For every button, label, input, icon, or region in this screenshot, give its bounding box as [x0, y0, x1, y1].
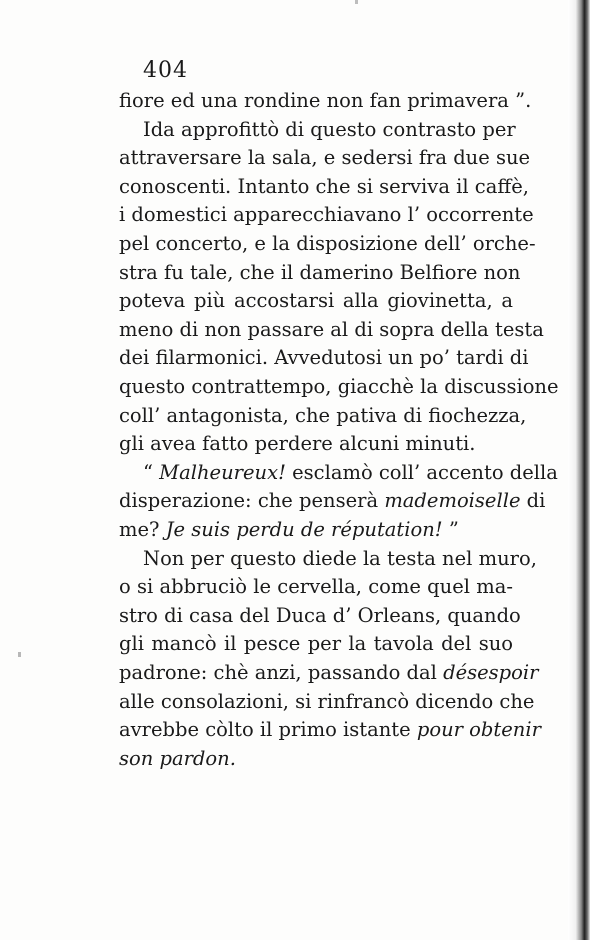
- text-segment: meno di non passare al di sopra della testa: [119, 317, 544, 341]
- text-segment: Ida approfittò di questo contrasto per: [143, 117, 516, 141]
- paper-speck: [18, 652, 21, 657]
- text-line: [119, 201, 534, 229]
- text-line: [119, 573, 513, 601]
- text-segment: coll’ antagonista, che pativa di fiochezza,: [119, 403, 527, 427]
- italic-text: Je suis perdu de réputation!: [165, 518, 443, 541]
- italic-text: mademoiselle: [384, 489, 521, 513]
- text-segment: questo contrattempo, giacchè la discussione: [119, 375, 559, 398]
- text-line: [119, 344, 529, 372]
- text-line: [143, 459, 558, 487]
- italic-text: désespoir: [443, 661, 539, 684]
- text-line: [119, 173, 529, 201]
- text-line: [119, 716, 541, 744]
- text-line: [119, 144, 531, 172]
- italic-text: Malheureux!: [159, 460, 286, 484]
- text-segment: alle consolazioni, si rinfrancò dicendo che: [119, 689, 535, 713]
- page-number: 404: [143, 58, 188, 83]
- italic-text: pour obtenir: [416, 718, 541, 742]
- text-segment: esclamò coll’ accento della: [285, 460, 558, 484]
- text-segment: o si abbruciò le cervella, come quel ma-: [119, 575, 513, 599]
- text-segment: avrebbe còlto il primo istante: [119, 718, 417, 742]
- text-line: [119, 430, 513, 458]
- text-segment: disperazione: che penserà: [119, 489, 385, 513]
- text-segment: attraversare la sala, e sedersi fra due sue: [119, 146, 531, 170]
- text-segment: poteva più accostarsi alla giovinetta, a: [119, 289, 513, 313]
- text-segment: ”: [442, 518, 459, 541]
- text-line: [119, 745, 513, 773]
- text-line: [143, 116, 516, 144]
- text-segment: pel concerto, e la disposizione dell’ orche-: [119, 232, 536, 255]
- text-segment: di: [520, 489, 546, 513]
- text-segment: conoscenti. Intanto che si serviva il caffè,: [119, 174, 529, 198]
- text-segment: stro di casa del Duca d’ Orleans, quando: [119, 603, 521, 627]
- text-line: [119, 230, 536, 258]
- paper-mark: [355, 0, 358, 4]
- text-segment: i domestici apparecchiavano l’ occorrente: [119, 203, 534, 227]
- text-segment: gli avea fatto perdere alcuni minuti.: [119, 432, 476, 456]
- text-line: [119, 287, 513, 315]
- text-line: [119, 316, 544, 344]
- text-line: [119, 402, 527, 430]
- text-line: [119, 602, 521, 630]
- text-segment: me?: [119, 518, 166, 541]
- text-segment: fiore ed una rondine non fan primavera ”.: [119, 89, 532, 112]
- text-line: [119, 487, 546, 515]
- text-segment: “: [143, 460, 160, 484]
- text-line: [119, 373, 559, 401]
- italic-text: son pardon.: [119, 746, 236, 770]
- text-line: [119, 87, 532, 115]
- text-line: [143, 545, 537, 573]
- book-spine-edge: [568, 0, 590, 940]
- text-segment: Non per questo diede la testa nel muro,: [143, 546, 537, 570]
- text-segment: padrone: chè anzi, passando dal: [119, 661, 444, 684]
- text-segment: dei filarmonici. Avvedutosi un po’ tardi di: [119, 346, 529, 370]
- text-line: [119, 659, 539, 687]
- text-line: [119, 688, 535, 716]
- text-segment: gli mancò il pesce per la tavola del suo: [119, 632, 513, 656]
- text-line: [119, 630, 513, 658]
- text-segment: stra fu tale, che il damerino Belfiore non: [119, 260, 521, 284]
- text-line: [119, 516, 513, 544]
- text-line: [119, 259, 521, 287]
